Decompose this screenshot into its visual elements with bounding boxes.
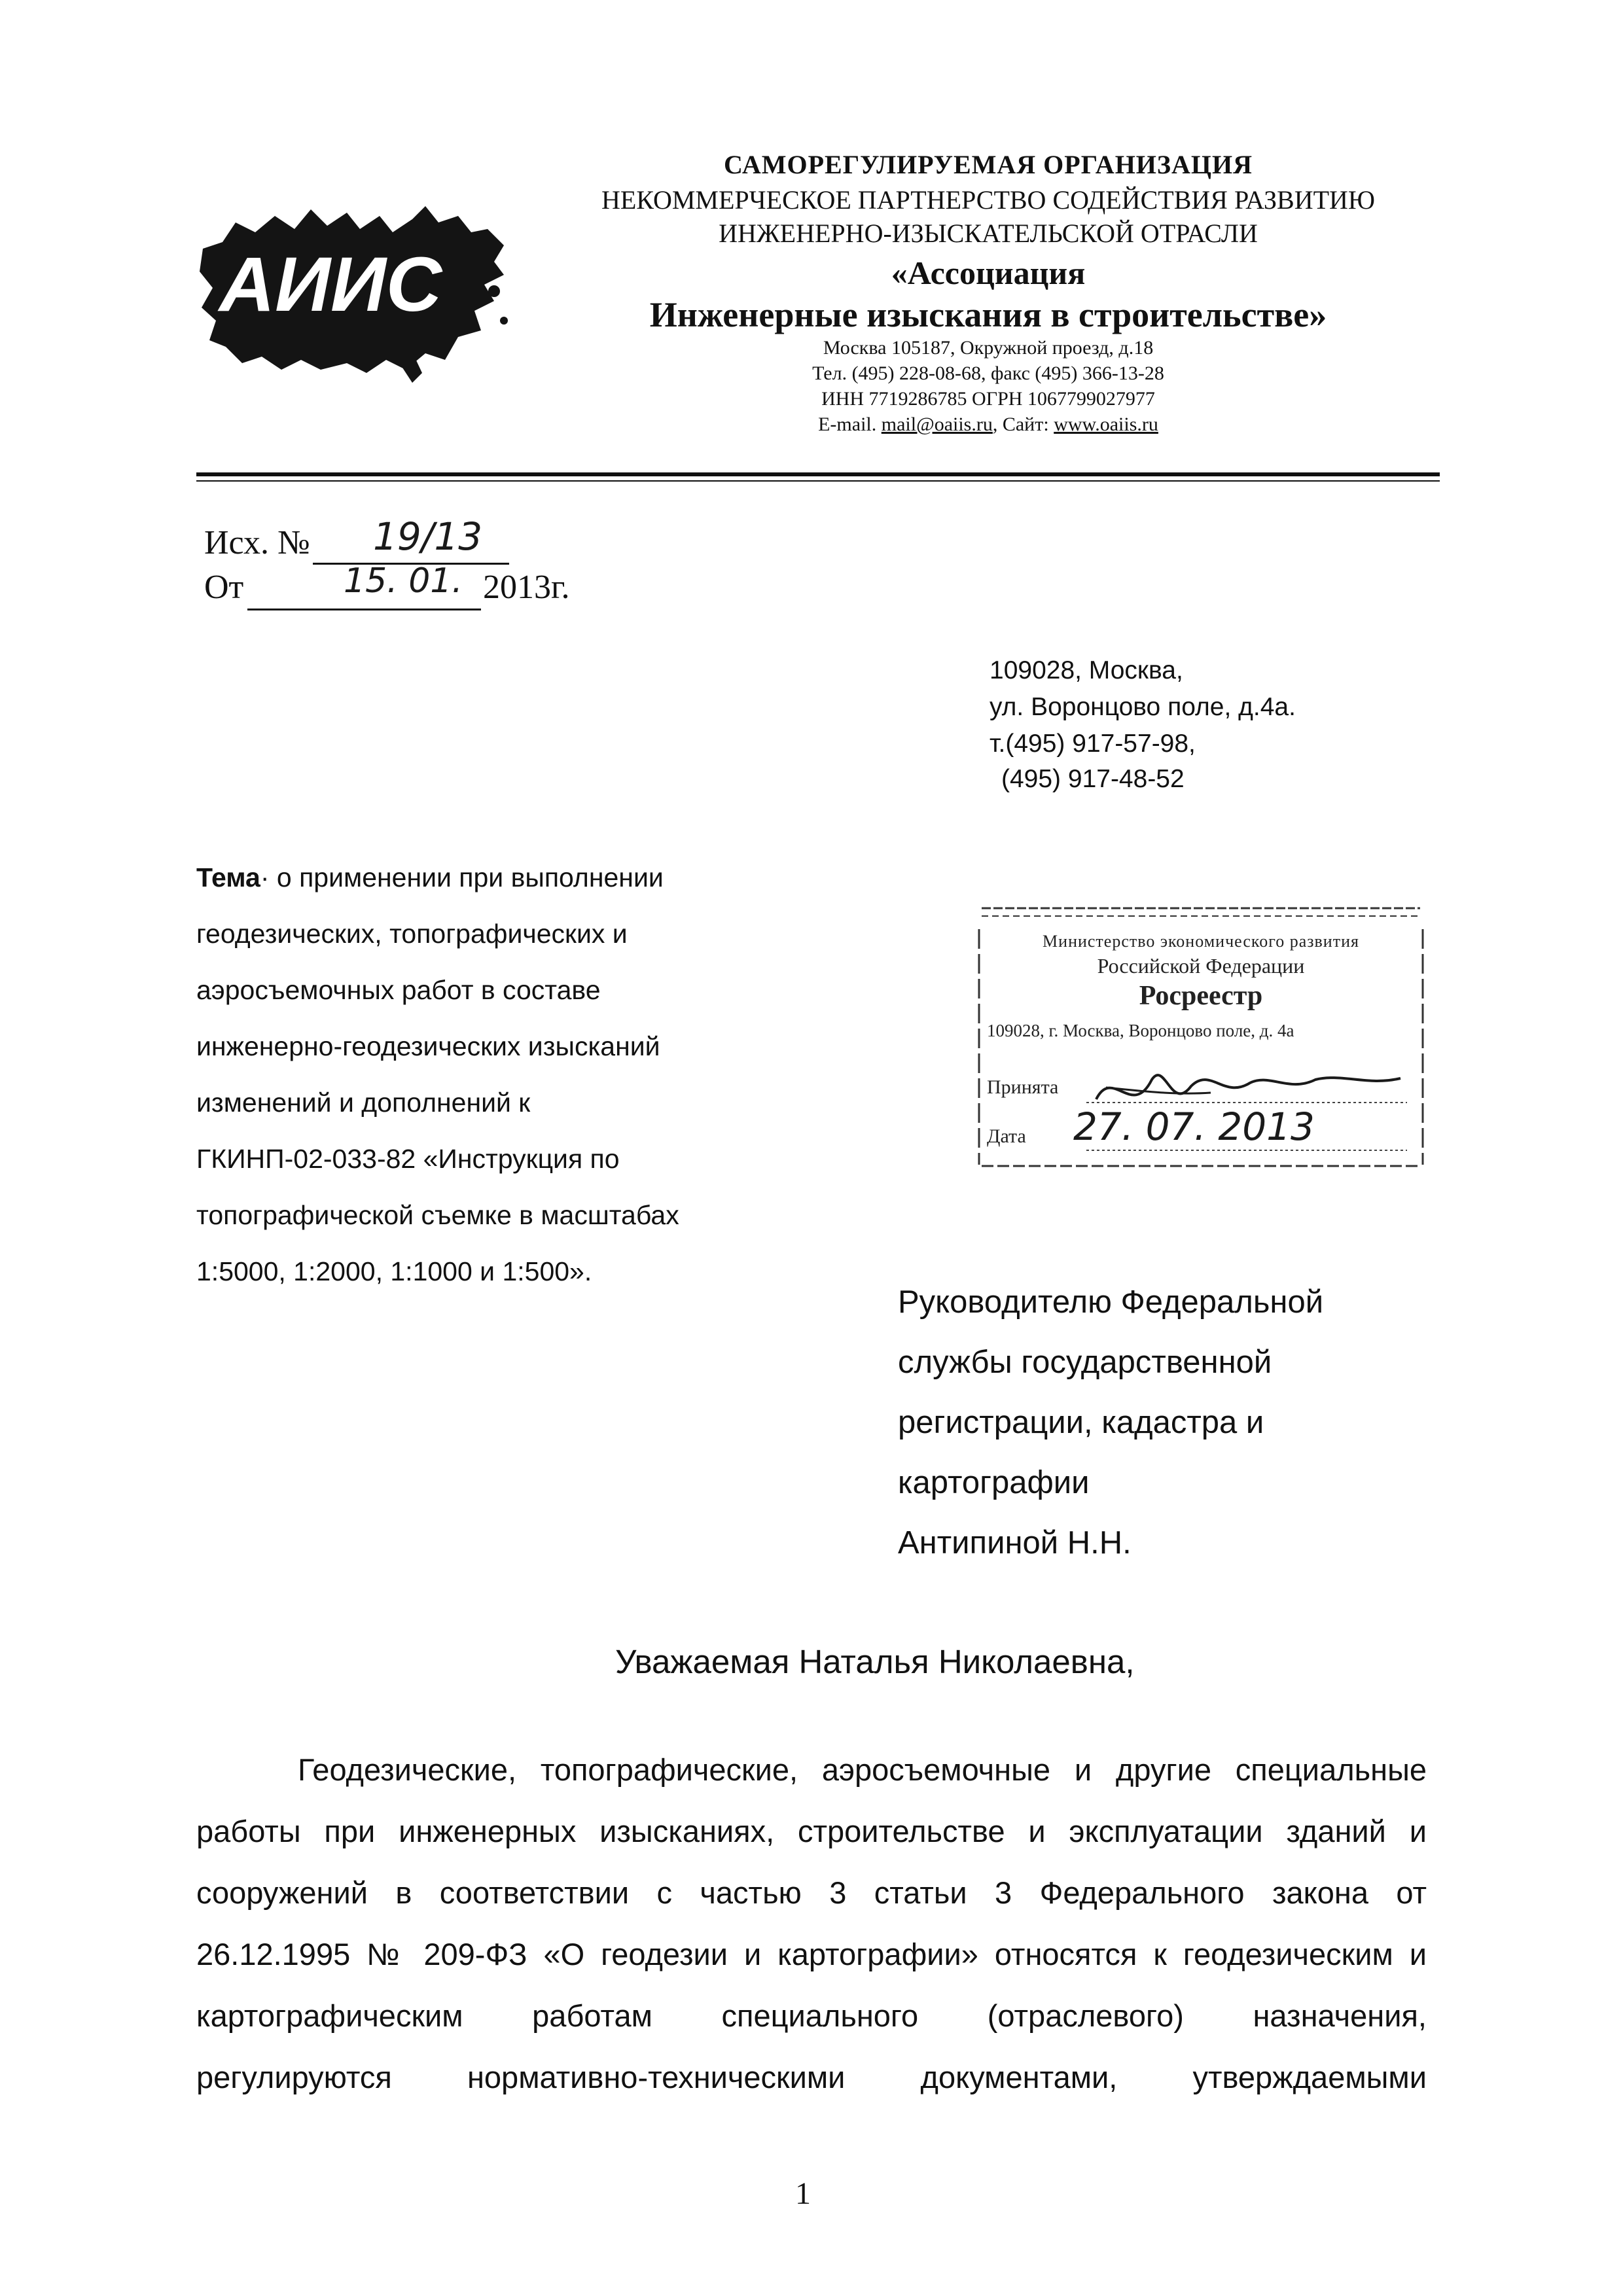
subject-line-5: изменений и дополнений к <box>196 1087 531 1118</box>
body-paragraph <box>196 1739 1427 2108</box>
stamp-accepted-label: Принята <box>987 1076 1059 1098</box>
header-line-3: ИНЖЕНЕРНО-ИЗЫСКАТЕЛЬСКОЙ ОТРАСЛИ <box>719 219 1258 248</box>
outgoing-date-label: От <box>204 569 244 606</box>
site-link[interactable]: www.oaiis.ru <box>1054 414 1158 435</box>
recipient-address-line-4: (495) 917-48-52 <box>1001 765 1185 793</box>
stamp-date-label: Дата <box>987 1125 1026 1147</box>
header-phones: Тел. (495) 228-08-68, факс (495) 366-13-28 <box>812 362 1164 384</box>
recipient-address-line-3: т.(495) 917-57-98, <box>990 730 1196 758</box>
email-label: E-mail. <box>818 414 877 435</box>
body-line-1: Геодезические, топографические, аэросъемочные и другие специальные <box>298 1752 1427 1787</box>
body-line-5: картографическим работам специального (отраслевого) назначения, <box>196 1998 1427 2033</box>
stamp-federation: Российской Федерации <box>1097 954 1305 978</box>
header-divider-thin <box>196 480 1440 482</box>
russia-map-icon <box>196 196 510 386</box>
stamp-ministry: Министерство экономического развития <box>1043 932 1359 951</box>
header-ids: ИНН 7719286785 ОГРН 1067799027977 <box>821 388 1155 410</box>
header-line-1: САМОРЕГУЛИРУЕМАЯ ОРГАНИЗАЦИЯ <box>723 150 1253 179</box>
subject-line-4: инженерно-геодезических изысканий <box>196 1031 660 1061</box>
stamp-agency: Росреестр <box>1139 981 1263 1011</box>
subject-line-7: топографической съемке в масштабах <box>196 1200 679 1230</box>
header-line-2: НЕКОММЕРЧЕСКОЕ ПАРТНЕРСТВО СОДЕЙСТВИЯ РАЗВИТИЮ <box>601 185 1376 215</box>
header-org-name: Инженерные изыскания в строительстве» <box>649 295 1327 334</box>
body-line-2: работы при инженерных изысканиях, строительстве и эксплуатации зданий и <box>196 1814 1427 1848</box>
greeting: Уважаемая Наталья Николаевна, <box>615 1643 1135 1680</box>
addressee-line-2: службы государственной <box>898 1345 1272 1380</box>
recipient-address-line-2: ул. Воронцово поле, д.4а. <box>990 693 1296 721</box>
organization-logo <box>196 196 510 386</box>
recipient-address-line-1: 109028, Москва, <box>990 656 1183 684</box>
logo-text: АИИС <box>219 241 442 328</box>
addressee-line-1: Руководителю Федеральной <box>898 1284 1324 1320</box>
body-line-4: 26.12.1995 № 209-ФЗ «О геодезии и картографии» относятся к геодезическим и <box>196 1937 1427 1971</box>
header-address: Москва 105187, Окружной проезд, д.18 <box>823 337 1154 359</box>
subject-line-6: ГКИНП-02-033-82 «Инструкция по <box>196 1144 620 1174</box>
outgoing-date-line <box>247 609 481 610</box>
header-line-4: «Ассоциация <box>891 255 1086 291</box>
body-line-6: регулируются нормативно-техническими документами, утверждаемыми <box>196 2060 1427 2094</box>
email-link[interactable]: mail@oaiis.ru <box>881 414 993 435</box>
addressee-name: Антипиной Н.Н. <box>898 1525 1132 1561</box>
subject-line-1: Тема· о применении при выполнении <box>196 862 664 892</box>
site-label: , Сайт: <box>992 414 1049 435</box>
outgoing-number-label: Исх. № <box>204 524 310 561</box>
outgoing-number-value: 19/13 <box>373 514 483 559</box>
outgoing-date-year: 2013г. <box>483 569 570 606</box>
subject-label: Тема <box>196 862 260 892</box>
addressee-line-4: картографии <box>898 1465 1090 1500</box>
stamp-address: 109028, г. Москва, Воронцово поле, д. 4а <box>987 1021 1294 1040</box>
receipt-stamp <box>975 903 1427 1171</box>
outgoing-date-value: 15. 01. <box>344 561 463 601</box>
stamp-date-value: 27. 07. 2013 <box>1073 1104 1315 1149</box>
body-line-3: сооружений в соответствии с частью 3 статьи 3 Федерального закона от <box>196 1875 1427 1910</box>
page-number: 1 <box>795 2176 811 2211</box>
subject-line-2: геодезических, топографических и <box>196 919 628 949</box>
header-divider <box>196 472 1440 476</box>
subject-line-8: 1:5000, 1:2000, 1:1000 и 1:500». <box>196 1256 592 1286</box>
addressee-line-3: регистрации, кадастра и <box>898 1405 1264 1440</box>
header-contacts <box>563 414 1414 436</box>
subject-line-3: аэросъемочных работ в составе <box>196 975 601 1005</box>
